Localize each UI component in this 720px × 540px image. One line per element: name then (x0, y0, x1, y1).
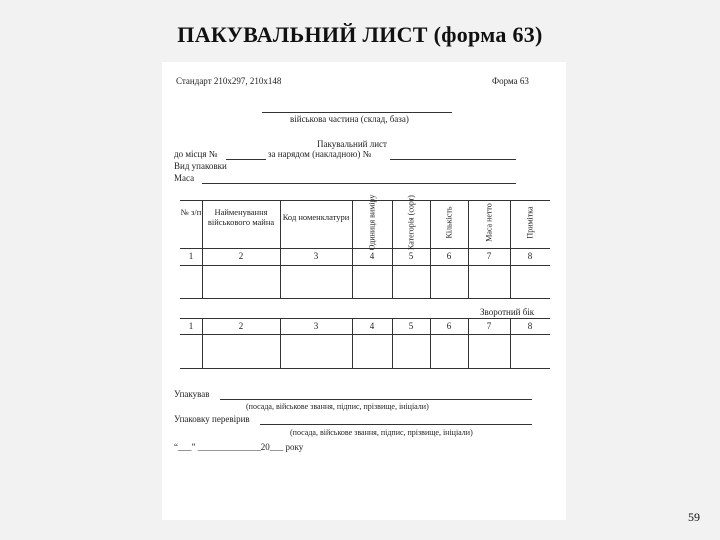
column-number: 7 (486, 251, 492, 261)
order-line (390, 159, 516, 160)
column-number: 3 (313, 251, 319, 261)
unit-caption: військова частина (склад, база) (290, 114, 409, 124)
column-number: 5 (408, 251, 414, 261)
header-quantity: Кількість (444, 206, 454, 239)
reverse-col-divider (430, 318, 431, 368)
header-no: № з/п (180, 207, 202, 217)
mass-label: Маса (174, 173, 195, 183)
column-number: 1 (188, 251, 194, 261)
number-row-border (180, 265, 550, 266)
checked-by-line (260, 424, 532, 425)
reverse-table-number-border (180, 334, 550, 335)
table-header-border (180, 248, 550, 249)
reverse-col-divider (202, 318, 203, 368)
reverse-column-number: 8 (527, 321, 533, 331)
reverse-column-number: 1 (188, 321, 194, 331)
table-col-divider (202, 200, 203, 298)
column-number: 2 (238, 251, 244, 261)
mass-line (202, 183, 516, 184)
reverse-col-divider (510, 318, 511, 368)
table-col-divider (392, 200, 393, 298)
reverse-col-divider (468, 318, 469, 368)
reverse-col-divider (352, 318, 353, 368)
header-note: Примітка (525, 206, 535, 239)
reverse-col-divider (392, 318, 393, 368)
reverse-column-number: 6 (446, 321, 452, 331)
reverse-column-number: 4 (369, 321, 375, 331)
reverse-column-number: 2 (238, 321, 244, 331)
header-category: Категорія (сорт) (406, 195, 416, 250)
header-name: Найменування військового майна (207, 207, 275, 227)
column-number: 6 (446, 251, 452, 261)
standard-label: Стандарт 210х297, 210х148 (176, 76, 282, 86)
header-code: Код номенклатури (282, 212, 350, 222)
column-number: 4 (369, 251, 375, 261)
table-col-divider (280, 200, 281, 298)
reverse-table-bottom-border (180, 368, 550, 369)
reverse-column-number: 5 (408, 321, 414, 331)
packed-by-line (220, 399, 532, 400)
header-net-mass: Маса нетто (484, 203, 494, 242)
table-col-divider (352, 200, 353, 298)
header-unit: Одиниця виміру (367, 194, 377, 251)
date-line: “___” ______________20___ року (174, 442, 304, 452)
unit-line (262, 112, 452, 113)
reverse-col-divider (280, 318, 281, 368)
packaging-type-label: Вид упаковки (174, 161, 227, 171)
table-col-divider (510, 200, 511, 298)
reverse-column-number: 7 (486, 321, 492, 331)
reverse-side-label: Зворотний бік (480, 307, 535, 317)
checked-by-caption: (посада, військове звання, підпис, прізвище, ініціали) (290, 428, 473, 437)
order-label: за нарядом (накладною) № (268, 149, 372, 159)
table-bottom-border (180, 298, 550, 299)
form-number-label: Форма 63 (492, 76, 529, 86)
column-number: 8 (527, 251, 533, 261)
to-place-line (226, 159, 266, 160)
reverse-table-top-border (180, 318, 550, 319)
to-place-label: до місця № (174, 149, 218, 159)
slide-title: ПАКУВАЛЬНИЙ ЛИСТ (форма 63) (177, 22, 543, 47)
reverse-column-number: 3 (313, 321, 319, 331)
table-top-border (180, 200, 550, 201)
checked-by-label: Упаковку перевірив (174, 414, 250, 424)
packed-by-caption: (посада, військове звання, підпис, прізвище, ініціали) (246, 402, 429, 411)
table-col-divider (468, 200, 469, 298)
table-col-divider (430, 200, 431, 298)
packed-by-label: Упакував (174, 389, 210, 399)
form-document (162, 62, 566, 520)
page-number: 59 (688, 510, 700, 524)
document-title: Пакувальний лист (317, 139, 387, 149)
